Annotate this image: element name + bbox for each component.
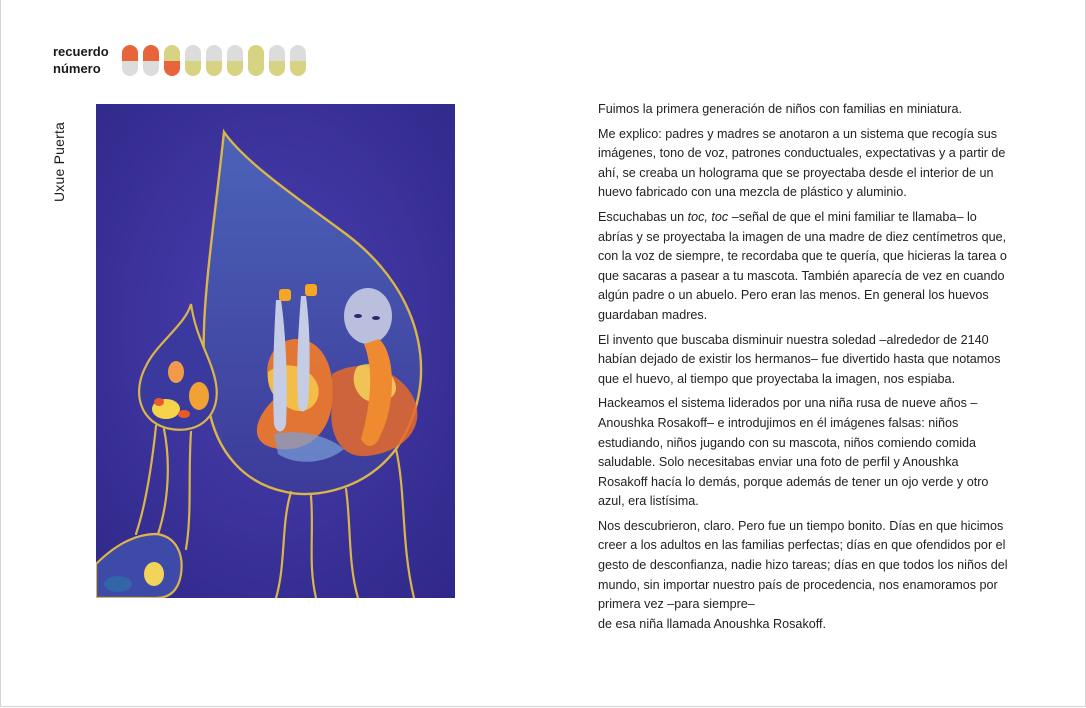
paragraph: El invento que buscaba disminuir nuestra soledad –alrededor de 2140 habían dejado de existir los hermanos– fue divertido hasta que notamos que el huevo, al tiempo que proyectaba la imagen, nos espiaba. bbox=[598, 332, 1001, 386]
paragraph: Me explico: padres y madres se anotaron a un sistema que recogía sus imágenes, tono de voz, patrones conductuales, expectativas y a partir de ahí, se creaba un holograma que se proyectaba desde el interior de un huevo fabricado con una mezcla de plástico y aluminio. bbox=[598, 126, 1006, 200]
illustration bbox=[96, 104, 455, 598]
memory-pill bbox=[290, 45, 306, 76]
paragraph: Fuimos la primera generación de niños con familias en miniatura. bbox=[598, 102, 962, 116]
memory-pill bbox=[227, 45, 243, 76]
memory-pill bbox=[206, 45, 222, 76]
paragraph: Hackeamos el sistema liderados por una niña rusa de nueve años –Anoushka Rosakoff– e introdujimos en él imágenes falsas: niños estudiando, niños jugando con su mascota, niños comiendo comida saludable. Solo necesitabas enviar una foto de perfil y Anoushka Rosakoff hacía lo demás, porque además de tener un ojo verde y otro azul, era listísima. bbox=[598, 396, 989, 509]
label-line-2: número bbox=[53, 61, 101, 76]
paragraph: Escuchabas un toc, toc –señal de que el mini familiar te llamaba– lo abrías y se proyectaba la imagen de una madre de diez centímetros que, con la voz de siempre, te recordaba que te quería, que hicieras la tarea o que sacaras a pasear a tu mascota. También aparecía de vez en cuando algún padre o un abuelo. Pero eran las menos. En general los huevos guardaban madres. bbox=[598, 209, 1007, 322]
story-text bbox=[598, 100, 1010, 634]
memory-pill bbox=[122, 45, 138, 76]
memory-pill bbox=[185, 45, 201, 76]
memory-number-label bbox=[53, 43, 109, 77]
memory-pill bbox=[164, 45, 180, 76]
label-line-1: recuerdo bbox=[53, 44, 109, 59]
author-name: Uxue Puerta bbox=[51, 121, 67, 202]
memory-pill bbox=[143, 45, 159, 76]
memory-pill bbox=[269, 45, 285, 76]
memory-number-pills bbox=[122, 45, 306, 76]
paragraph: Nos descubrieron, claro. Pero fue un tiempo bonito. Días en que hicimos creer a los adultos en las familias perfectas; días en que ofendidos por el gesto de desconfianza, nadie hizo tareas; días en que todos los niños del mundo, sin importar nuestro país de procedencia, nos enamoramos por primera vez –para siempre– de esa niña llamada Anoushka Rosakoff. bbox=[598, 518, 1008, 631]
memory-pill bbox=[248, 45, 264, 76]
